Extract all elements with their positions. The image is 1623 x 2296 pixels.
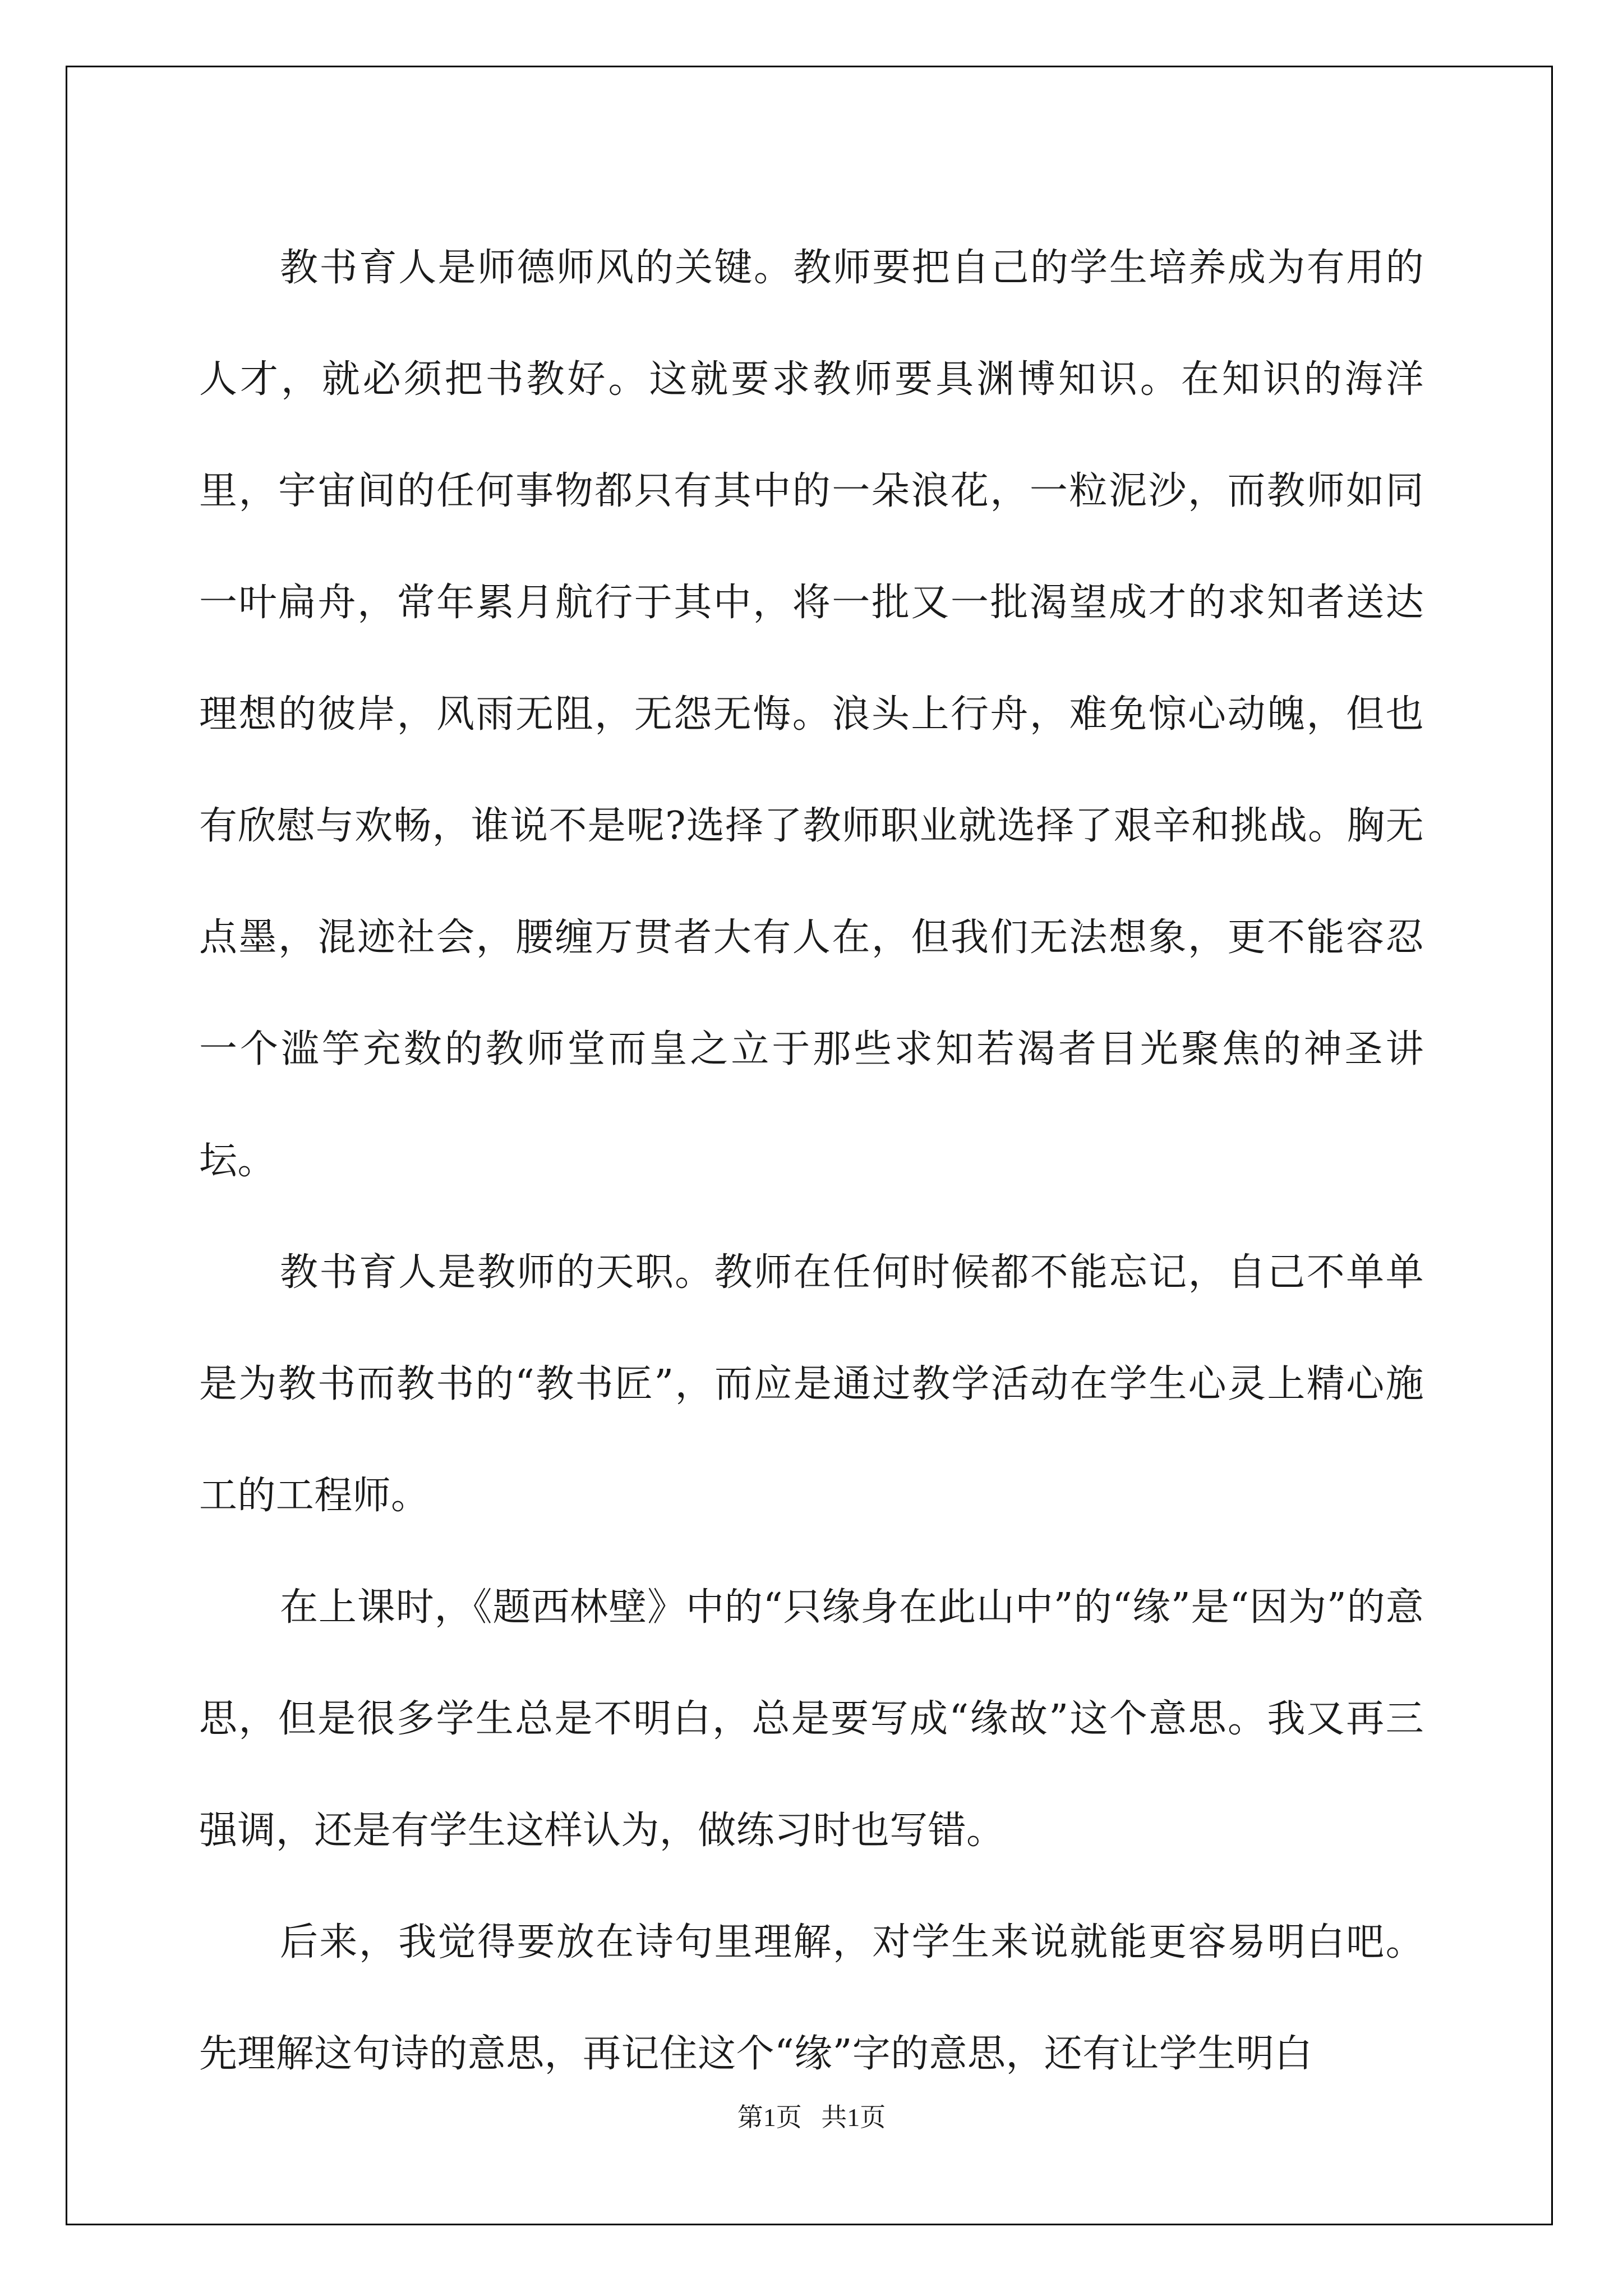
paragraph-1: 教书育人是师德师风的关键。教师要把自己的学生培养成为有用的人才，就必须把书教好。这就要求教师要具渊博知识。在知识的海洋里，宇宙间的任何事物都只有其中的一朵浪花，一粒泥沙，而教师如同一叶扁舟，常年累月航行于其中，将一批又一批渴望成才的求知者送达理想的彼岸，风雨无阻，无怨无悔。浪头上行舟，难免惊心动魄，但也有欣慰与欢畅，谁说不是呢?选择了教师职业就选择了艰辛和挑战。胸无点墨，混迹社会，腰缠万贯者大有人在，但我们无法想象，更不能容忍一个滥竽充数的教师堂而皇之立于那些求知若渴者目光聚焦的神圣讲坛。 — [199, 246, 1424, 1183]
page-number-footer: 第1页 共1页 — [737, 2103, 886, 2132]
paragraph-4: 后来，我觉得要放在诗句里理解，对学生来说就能更容易明白吧。先理解这句诗的意思，再记住这个“缘”字的意思，还有让学生明白 — [199, 1920, 1424, 2076]
document-body — [199, 212, 1424, 2110]
paragraph-3: 在上课时，《题西林壁》中的“只缘身在此山中”的“缘”是“因为”的意思，但是很多学生总是不明白，总是要写成“缘故”这个意思。我又再三强调，还是有学生这样认为，做练习时也写错。 — [199, 1585, 1424, 1853]
paragraph-2: 教书育人是教师的天职。教师在任何时候都不能忘记，自己不单单是为教书而教书的“教书匠”，而应是通过教学活动在学生心灵上精心施工的工程师。 — [199, 1250, 1424, 1518]
